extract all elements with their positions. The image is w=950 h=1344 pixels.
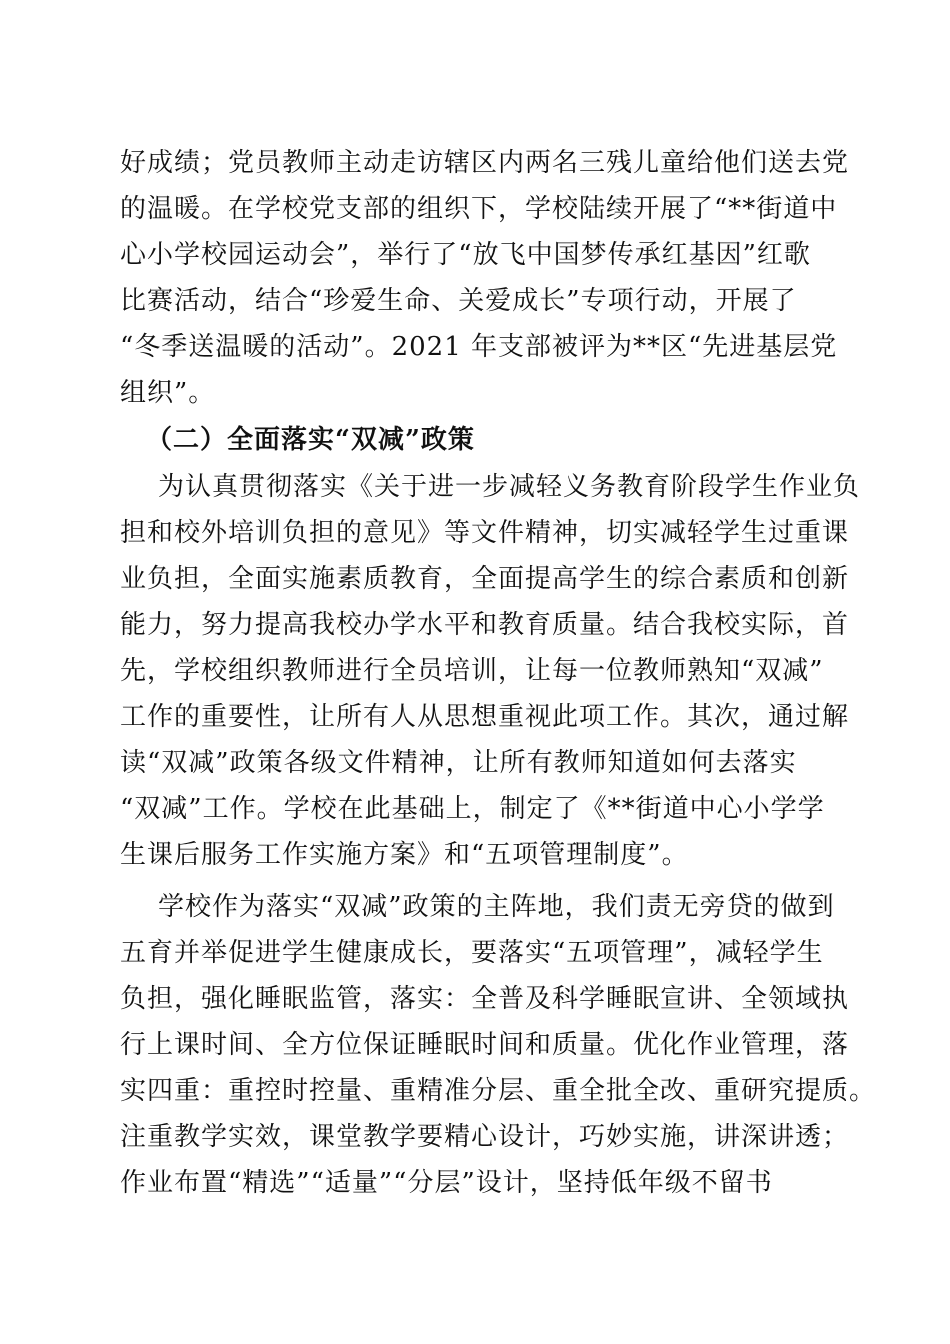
text-line: 先，学校组织教师进行全员培训，让每一位教师熟知“双减”	[120, 656, 824, 686]
text-line: 负担，强化睡眠监管，落实：全普及科学睡眠宣讲、全领域执	[120, 984, 850, 1014]
text-line: 工作的重要性，让所有人从思想重视此项工作。其次，通过解	[120, 702, 850, 732]
paragraph-first-line: 学校作为落实“双减”政策的主阵地，我们责无旁贷的做到	[158, 892, 835, 922]
text-line: 能力，努力提高我校办学水平和教育质量。结合我校实际，首	[120, 610, 850, 640]
text-line: 心小学校园运动会”，举行了“放飞中国梦传承红基因”红歌	[120, 240, 811, 270]
text-line: 实四重：重控时控量、重精准分层、重全批全改、重研究提质。	[120, 1076, 877, 1106]
text-line: 读“双减”政策各级文件精神，让所有教师知道如何去落实	[120, 748, 797, 778]
text-line: 五育并举促进学生健康成长，要落实“五项管理”，减轻学生	[120, 938, 824, 968]
text-line: 作业布置“精选”“适量”“分层”设计，坚持低年级不留书	[120, 1168, 773, 1198]
section-heading: （二）全面落实“双减”政策	[146, 425, 475, 455]
text-line: 好成绩；党员教师主动走访辖区内两名三残儿童给他们送去党	[120, 148, 850, 178]
text-line: 的温暖。在学校党支部的组织下，学校陆续开展了“**街道中	[120, 194, 838, 224]
text-line: 组织”。	[120, 378, 216, 408]
text-line: 行上课时间、全方位保证睡眠时间和质量。优化作业管理，落	[120, 1030, 850, 1060]
text-line: “冬季送温暖的活动”。2021 年支部被评为**区“先进基层党	[120, 332, 838, 362]
text-line: 比赛活动，结合“珍爱生命、关爱成长”专项行动，开展了	[120, 286, 797, 316]
text-line: 业负担，全面实施素质教育，全面提高学生的综合素质和创新	[120, 564, 850, 594]
paragraph-first-line: 为认真贯彻落实《关于进一步减轻义务教育阶段学生作业负	[158, 472, 861, 502]
text-line: 生课后服务工作实施方案》和“五项管理制度”。	[120, 840, 689, 870]
text-line: 担和校外培训负担的意见》等文件精神，切实减轻学生过重课	[120, 518, 850, 548]
text-line: 注重教学实效，课堂教学要精心设计，巧妙实施，讲深讲透；	[120, 1122, 850, 1152]
text-line: “双减”工作。学校在此基础上，制定了《**街道中心小学学	[120, 794, 825, 824]
